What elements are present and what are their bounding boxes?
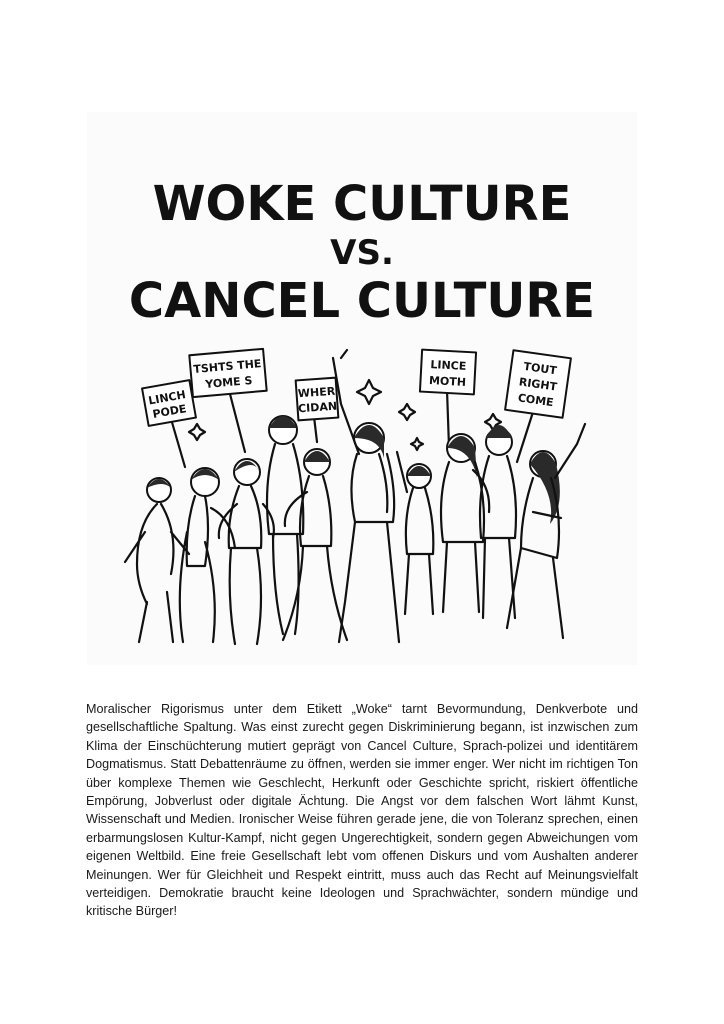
protest-sign-4	[420, 350, 476, 447]
svg-text:MOTH: MOTH	[428, 374, 467, 389]
protest-sign-1	[142, 380, 196, 467]
svg-text:TOUT: TOUT	[522, 359, 558, 378]
protest-sign-3	[296, 378, 339, 442]
protest-illustration	[87, 112, 637, 665]
protest-sign-5	[505, 350, 571, 462]
svg-text:CIDAN: CIDAN	[297, 399, 338, 416]
svg-text:PODE: PODE	[151, 402, 188, 421]
article-body: Moralischer Rigorismus unter dem Etikett „Woke“ tarnt Bevormundung, Denkverbote und gesellschaftliche Spaltung. Was einst zurecht gegen Diskriminierung begann, ist inzwischen zum Klima der Einschüchterung mutiert geprägt von Cancel Culture, Sprach-polizei und identitärem Dogmatismus. Statt Debattenräume zu öffnen, werden sie immer enger. Wer nicht im richtigen Ton über komplexe Themen wie Geschlecht, Herkunft oder Geschichte spricht, riskiert öffentliche Empörung, Jobverlust oder digitale Ächtung. Die Angst vor dem falschen Wort lähmt Kunst, Wissenschaft und Medien. Ironischer Weise führen gerade jene, die von Toleranz sprechen, einen erbarmungslosen Kultur-Kampf, nicht gegen Ungerechtigkeit, sondern gegen Abweichungen vom eigenen Weltbild. Eine freie Gesellschaft lebt vom offenen Diskurs und vom Aushalten anderer Meinungen. Wer für Gleichheit und Respekt eintritt, muss auch das Recht auf Meinungsvielfalt verteidigen. Demokratie braucht keine Ideologen und Sprachwächter, sondern mündige und kritische Bürger!	[86, 702, 638, 919]
poster-title-line2: CANCEL CULTURE	[128, 273, 596, 329]
poster-title-vs: VS.	[330, 233, 394, 273]
svg-text:TSHTS THE: TSHTS THE	[192, 357, 262, 376]
svg-text:LINCE: LINCE	[430, 358, 467, 373]
svg-text:COME: COME	[517, 391, 555, 410]
poster-title-line1: WOKE CULTURE	[152, 176, 572, 232]
protest-sign-2	[189, 349, 266, 452]
svg-text:RIGHT: RIGHT	[518, 375, 558, 394]
svg-text:LINCH: LINCH	[147, 388, 187, 408]
svg-text:WHER: WHER	[297, 384, 336, 401]
svg-text:YOME S: YOME S	[204, 373, 253, 391]
